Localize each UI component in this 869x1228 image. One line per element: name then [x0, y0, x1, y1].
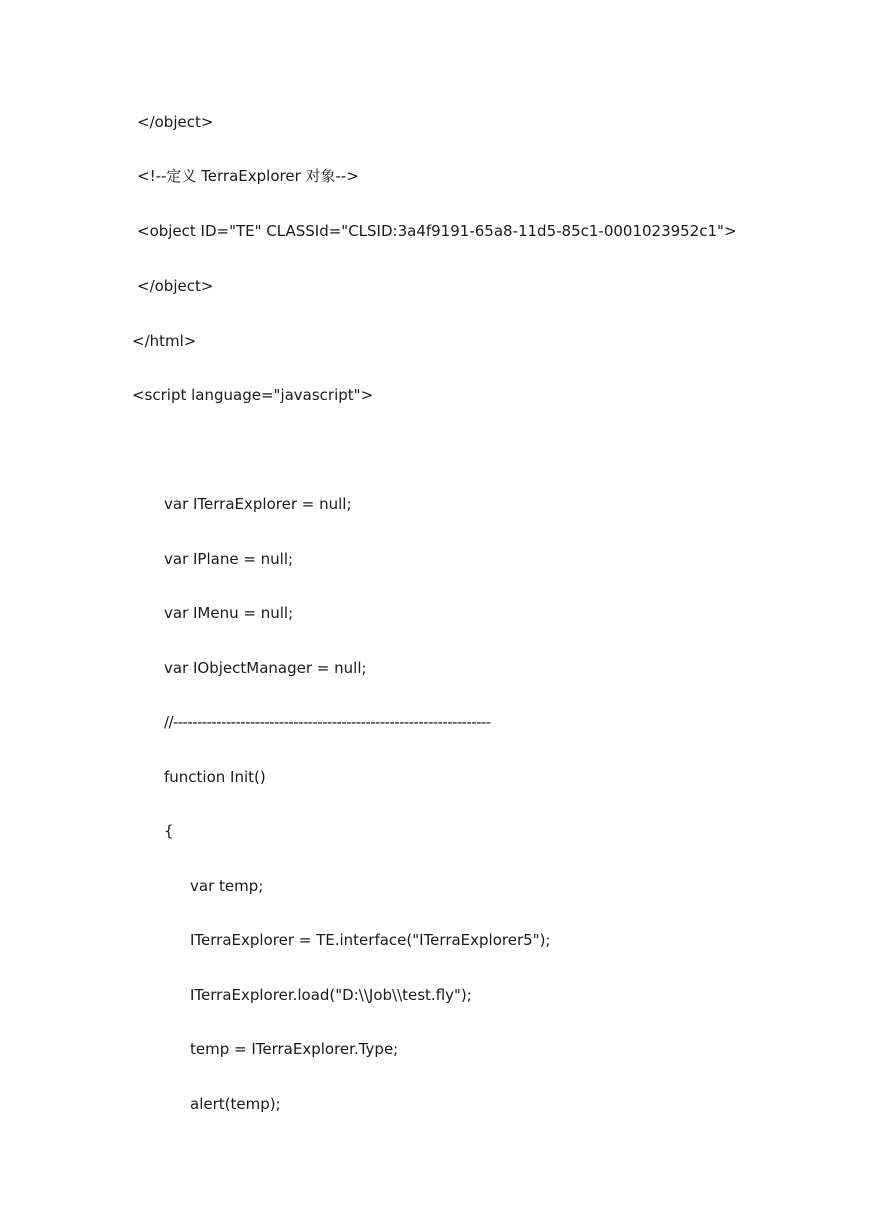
- code-line-function-init: function Init(): [164, 768, 266, 786]
- code-line-temp-type: temp = ITerraExplorer.Type;: [190, 1040, 399, 1058]
- code-line-var-iobjectmanager: var IObjectManager = null;: [164, 659, 367, 677]
- code-line-close-object-2: </object>: [137, 277, 214, 295]
- code-line-var-iterraexplorer: var ITerraExplorer = null;: [164, 495, 352, 513]
- code-line-assign-interface: ITerraExplorer = TE.interface("ITerraExplorer5");: [190, 931, 551, 949]
- code-line-comment-define-te: <!--定义 TerraExplorer 对象-->: [137, 167, 359, 185]
- code-line-close-html: </html>: [132, 332, 197, 350]
- code-line-var-temp: var temp;: [190, 877, 264, 895]
- code-line-open-brace: {: [164, 822, 174, 840]
- code-line-var-iplane: var IPlane = null;: [164, 550, 294, 568]
- code-line-object-te: <object ID="TE" CLASSId="CLSID:3a4f9191-65a8-11d5-85c1-0001023952c1">: [137, 222, 737, 240]
- code-line-separator-comment: //------------------------------------------------------------------: [164, 713, 491, 731]
- code-line-var-imenu: var IMenu = null;: [164, 604, 294, 622]
- code-line-close-object-1: </object>: [137, 113, 214, 131]
- code-line-alert-temp: alert(temp);: [190, 1095, 281, 1113]
- code-line-script-open: <script language="javascript">: [132, 386, 374, 404]
- code-line-load-fly: ITerraExplorer.load("D:\\Job\\test.fly");: [190, 986, 472, 1004]
